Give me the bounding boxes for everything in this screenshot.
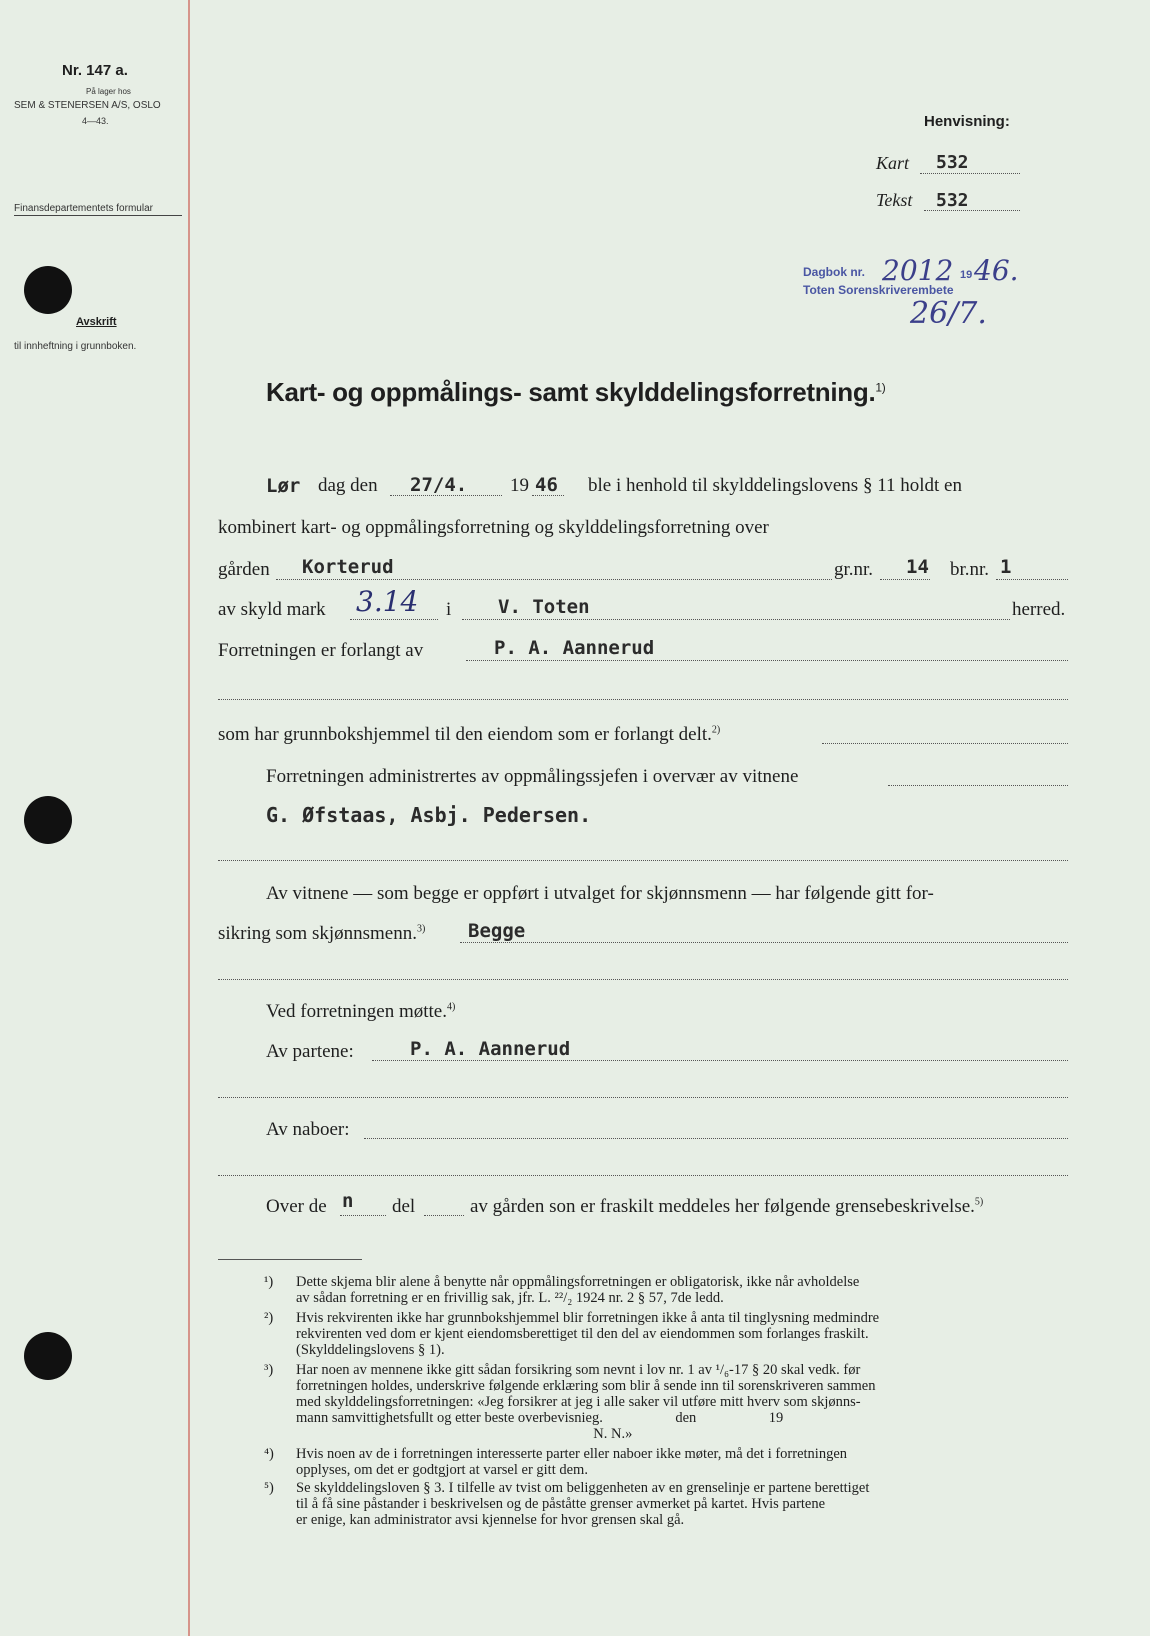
punch-hole [24,266,72,314]
footnote-5-mark: ⁵) [264,1480,274,1496]
forlangt-label: Forretningen er forlangt av [218,640,424,661]
over-label: Over de [266,1196,327,1217]
brnr-line [996,579,1068,580]
partene-line [372,1060,1068,1061]
formular-label: Finansdepartementets formular [14,203,153,214]
vitner-value: G. Øfstaas, Asbj. Pedersen. [266,803,592,827]
footnote-2-mark: ²) [264,1310,274,1326]
motte-text: Ved forretningen møtte.$^{4)}$ [266,1001,456,1022]
margin-rule [188,0,190,1636]
kart-line [920,173,1020,174]
stamp-date: 26/7. [910,296,987,331]
over-value: n [342,1190,354,1212]
garden-value: Korterud [302,556,394,578]
print-date: 4—43. [82,116,109,126]
footnote-4-line: Hvis noen av de i forretningen interesserte parter eller naboer ikke møter, må det i forretningen [296,1446,848,1462]
skjonnsmenn-text: sikring som skjønnsmenn.$^{3)}$ [218,923,426,944]
partene-label: Av partene: [266,1041,354,1062]
footnote-5-line: er enige, kan administrator avsi kjennelse for hvor grensen skal gå. [296,1512,685,1528]
over-line [340,1215,386,1216]
publisher-line: På lager hos [86,87,131,96]
line1-text: ble i henhold til skylddelingslovens § 11 holdt en [588,475,962,496]
year-value: 46 [535,474,558,496]
footnote-5-line: Se skylddelingsloven § 3. I tilfelle av tvist om beliggenheten av en grenselinje er partene berettiget [296,1480,870,1496]
hjemmel-text: som har grunnbokshjemmel til den eiendom som er forlangt delt.$^{2)}$ [218,724,721,745]
naboer-label: Av naboer: [266,1119,350,1140]
footnote-5-line: til å få sine påstander i beskrivelsen og de påståtte grenser avmerket på kartet. Hvis partene [296,1496,826,1512]
footnote-3-mark: ³) [264,1362,274,1378]
blank-line [218,699,1068,700]
weekday-value: Lør [266,475,301,497]
stamp-dagbok: Dagbok nr. [803,265,866,279]
footnote-1-mark: ¹) [264,1274,274,1290]
footnote-1-line: av sådan forretning er en frivillig sak, jfr. L. ²²/₂ 1924 nr. 2 § 57, 7de ledd. [296,1290,724,1306]
footnote-2-line: rekvirenten ved dom er kjent eiendomsberettiget til den del av eiendommen som forlanges fraskilt. [296,1326,869,1342]
publisher-name: SEM & STENERSEN A/S, OSLO [14,100,161,111]
blank-line [218,1175,1068,1176]
av-vitnene-text: Av vitnene — som begge er oppført i utvalget for skjønnsmenn — har følgende gitt for- [266,883,934,904]
skyld-value: 3.14 [356,585,419,618]
footnote-3-line: N. N.» [296,1426,633,1442]
footnote-rule [218,1259,362,1260]
kart-label: Kart [876,153,910,173]
dag-den-label: dag den [318,475,378,496]
page-title: Kart- og oppmålings- samt skylddelingsforretning.$^{1)}$ [266,377,886,407]
footnote-2-line: (Skylddelingslovens § 1). [296,1342,445,1358]
kart-value: 532 [936,152,969,173]
blank-line [218,860,1068,861]
brnr-value: 1 [1000,556,1012,578]
garden-label: gården [218,559,270,580]
tekst-value: 532 [936,190,969,211]
grnr-line [880,579,930,580]
begge-value: Begge [468,920,526,942]
stamp-year-prefix: 19 [960,269,973,281]
skyld-label: av skyld mark [218,599,326,620]
avskrift-note: til innheftning i grunnboken. [14,341,137,352]
skyld-line [350,619,438,620]
footnote-2-line: Hvis rekvirenten ikke har grunnbokshjemmel blir forretningen ikke å anta til tinglysning medmindre [296,1310,880,1326]
grnr-label: gr.nr. [834,559,874,580]
administreres-line [888,785,1068,786]
garden-line [276,579,832,580]
tekst-label: Tekst [876,190,913,210]
punch-hole [24,1332,72,1380]
footnote-4-mark: ⁴) [264,1446,274,1462]
footnote-3-line: forretningen holdes, underskrive følgende erklæring som blir å sende inn til sorenskriveren sammen [296,1378,876,1394]
naboer-line [364,1138,1068,1139]
footnote-1-line: Dette skjema blir alene å benytte når oppmålingsforretningen er obligatorisk, ikke når avholdelse [296,1274,860,1290]
date-value: 27/4. [410,474,468,496]
footnote-4-line: opplyses, om det er godtgjort at varsel er gitt dem. [296,1462,588,1478]
over-rest-text: av gården son er fraskilt meddeles her følgende grensebeskrivelse.$^{5)}$ [470,1196,984,1217]
henvisning-label: Henvisning: [924,113,1010,130]
herred-value: V. Toten [498,596,590,618]
stamp-office: Toten Sorenskriverembete [803,283,954,297]
avskrift-label: Avskrift [76,316,117,328]
administreres-text: Forretningen administrertes av oppmålingssjefen i overvær av vitnene [266,766,799,787]
herred-label: herred. [1012,599,1066,620]
partene-value: P. A. Aannerud [410,1038,571,1060]
stamp-number: 2012 [882,254,954,287]
grnr-value: 14 [906,556,929,578]
footnote-3-line: mann samvittighetsfullt og etter beste overbevisnieg. den 19 [296,1410,784,1426]
herred-line [462,619,1010,620]
i-label: i [446,599,452,620]
skjonnsmenn-line [460,942,1068,943]
line2-text: kombinert kart- og oppmålingsforretning og skylddelingsforretning over [218,517,769,538]
blank-line [218,979,1068,980]
hjemmel-line [822,743,1068,744]
forlangt-value: P. A. Aannerud [494,637,655,659]
blank-line [218,1097,1068,1098]
brnr-label: br.nr. [950,559,990,580]
form-number: Nr. 147 a. [62,62,128,79]
del-label: del [392,1196,416,1217]
year-prefix: 19 [510,475,529,496]
stamp-year: 46. [974,254,1019,287]
forlangt-line [466,660,1068,661]
del-line [424,1215,464,1216]
punch-hole [24,796,72,844]
footnote-3-line: Har noen av mennene ikke gitt sådan forsikring som nevnt i lov nr. 1 av ¹/₆-17 § 20 skal vedk. før [296,1362,861,1378]
formular-rule [14,215,182,216]
footnote-3-line: med skylddelingsforretningen: «Jeg forsikrer at jeg i alle saker vil utføre mitt hverv som skjønns- [296,1394,861,1410]
